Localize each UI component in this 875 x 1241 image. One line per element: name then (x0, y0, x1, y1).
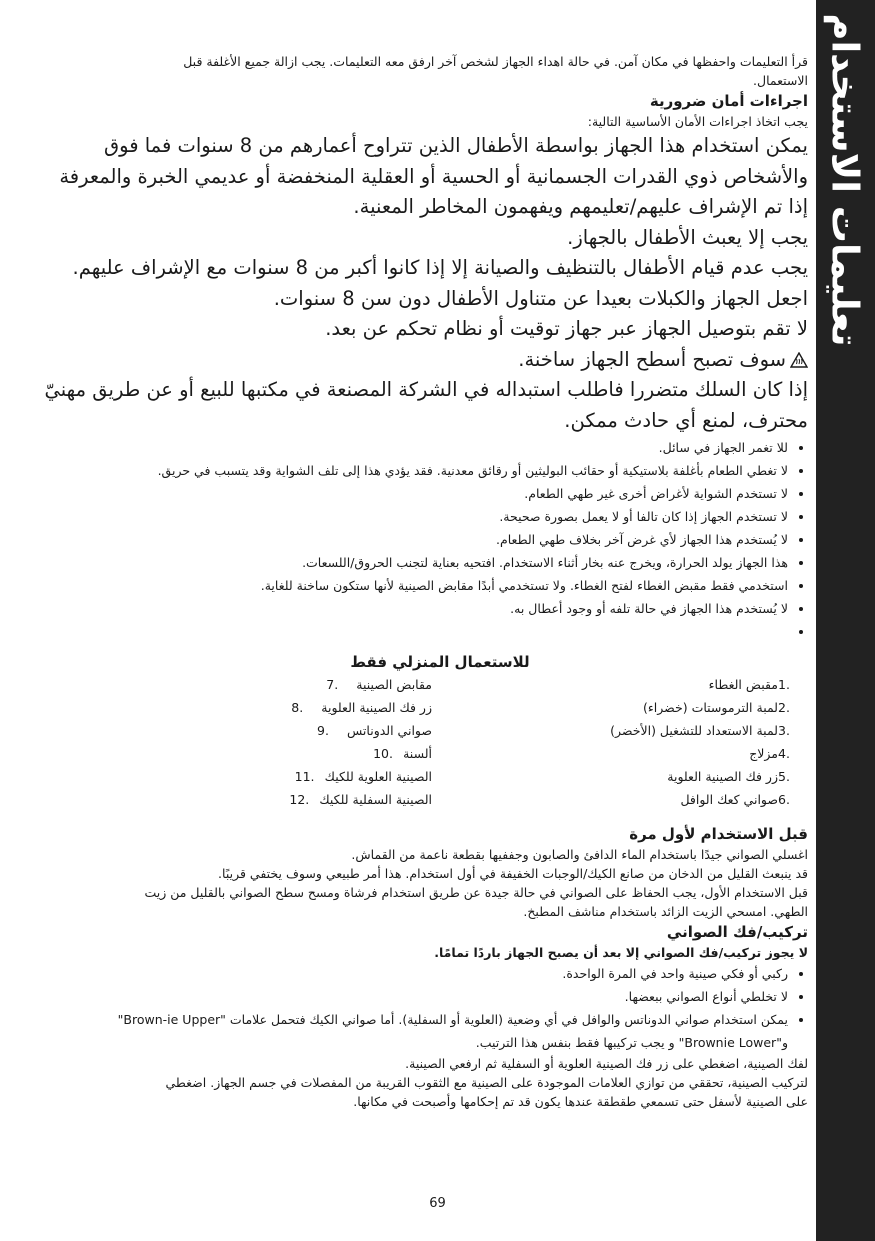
part-item (448, 673, 808, 696)
cable-line: إذا كان السلك متضررا فاطلب استبداله في الشركة المصنعة في مكتبها للبيع أو عن طريق مهنيّ (44, 378, 808, 401)
trays-line: على الصينية لأسفل حتى تسمعي طقطقة عندها يكون قد تم إحكامها وأصبحت في مكانها. (353, 1094, 808, 1109)
safety-line: يمكن استخدام هذا الجهاز بواسطة الأطفال الذين تتراوح أعمارهم من 8 سنوات فما فوق (104, 134, 808, 157)
part-label: مقبض الغطاء (708, 677, 778, 692)
section-gap (72, 811, 808, 823)
part-item (448, 765, 808, 788)
list-item: • لا تستخدم الشواية لأغراض أخرى غير طهي الطعام. (72, 482, 788, 505)
list-item: • لا يُستخدم هذا الجهاز في حالة تلفه أو وجود أعطال به. (72, 597, 788, 620)
part-label: الصينية العلوية للكيك (324, 769, 432, 784)
part-item (72, 696, 432, 719)
list-item: • لا تغطي الطعام بأغلفة بلاستيكية أو حقائب البوليثين أو رقائق معدنية. فقد يؤدي هذا إلى تلف الشواية وقد يتسبب في حريق. (72, 459, 788, 482)
hot-surface-text: سوف تصبح أسطح الجهاز ساخنة. (518, 347, 786, 371)
parts-column-right (448, 673, 808, 811)
list-item: • هذا الجهاز يولد الحرارة، ويخرج عنه بخار أثناء الاستخدام. افتحيه بعناية لتجنب الحروق/اللسعات. (72, 551, 788, 574)
list-item: • يمكن استخدام صواني الدوناتس والوافل في أي وضعية (العلوية أو السفلية). أما صواني الكيك فتحمل علامات "Brown-ie Upper" و"Brownie Lower" و يجب تركيبها فقط بنفس هذا الترتيب. (72, 1008, 788, 1054)
list-item: • لا تستخدم الجهاز إذا كان تالفا أو لا يعمل بصورة صحيحة. (72, 505, 788, 528)
safety-bullet-list (72, 436, 808, 643)
cable-line: محترف، لمنع أي حادث ممكن. (564, 408, 808, 432)
part-label: مزلاج (749, 746, 778, 761)
list-item: • لا يُستخدم هذا الجهاز لأي غرض آخر بخلاف طهي الطعام. (72, 528, 788, 551)
part-item (72, 742, 432, 765)
list-item: • ركبي أو فكي صينية واحد في المرة الواحدة. (72, 962, 788, 985)
side-tab (816, 0, 875, 1241)
page-content (44, 52, 808, 1111)
parts-column-left (72, 673, 432, 811)
part-item (72, 788, 432, 811)
part-number: 10. (373, 746, 393, 761)
part-number: 8. (291, 700, 304, 715)
first-use-line: قد ينبعث القليل من الدخان من صانع الكيك/الوجبات الخفيفة في أول استخدام. هذا أمر طبيعي وسوف يختفي قريبًا. (218, 866, 808, 881)
hot-surface-warning-icon (790, 352, 808, 368)
trays-line: لتركيب الصينية، تحققي من توازي العلامات الموجودة على الصينية مع الثقوب القريبة من المفصلات في جسم الجهاز. اضغطي (165, 1075, 808, 1090)
part-item (448, 719, 808, 742)
hot-surface-line (72, 345, 808, 376)
trays-warning: لا يجوز تركيب/فك الصواني إلا بعد أن يصبح الجهاز باردًا تمامًا. (434, 945, 808, 960)
part-label: مقابض الصينية (356, 677, 432, 692)
part-number: 7. (326, 677, 339, 692)
trays-title: تركيب/فك الصواني (666, 923, 808, 941)
side-tab-title: تعليمات الاستخدام (823, 13, 867, 347)
part-number: 9. (317, 723, 329, 738)
part-number: 3. (778, 723, 790, 738)
safety-line: يجب إلا يعبث الأطفال بالجهاز. (567, 225, 808, 249)
part-label: لمبة الترموستات (خضراء) (643, 700, 778, 715)
list-item: • للا تغمر الجهاز في سائل. (72, 436, 788, 459)
part-item (448, 788, 808, 811)
first-use-line: الطهي. امسحي الزيت الزائد باستخدام مناشف المطبخ. (523, 904, 808, 919)
part-label: ألسنة (403, 746, 432, 761)
part-number: 1. (778, 677, 790, 692)
part-item (448, 696, 808, 719)
part-label: صواني الدوناتس (347, 723, 432, 738)
part-number: 11. (294, 769, 315, 784)
first-use-title: قبل الاستخدام لأول مرة (629, 825, 808, 843)
part-label: زر فك الصينية العلوية (321, 700, 432, 715)
intro-line-1: قرأ التعليمات واحفظها في مكان آمن. في حالة اهداء الجهاز لشخص آخر ارفق معه التعليمات. يجب ازالة جميع الأغلفة قبل (183, 54, 808, 69)
part-number: 12. (289, 792, 310, 807)
part-number: 4. (778, 746, 790, 761)
part-number: 5. (778, 769, 790, 784)
part-label: الصينية السفلية للكيك (319, 792, 432, 807)
part-item (72, 719, 432, 742)
part-item (72, 673, 432, 696)
part-item (72, 765, 432, 788)
home-use-title: للاستعمال المنزلي فقط (350, 653, 530, 671)
intro-line-2: الاستعمال. (753, 73, 808, 88)
safety-line: إذا تم الإشراف عليهم/تعليمهم ويفهمون المخاطر المعنية. (353, 195, 808, 218)
part-number: 6. (778, 792, 790, 807)
first-use-line: اغسلي الصواني جيدًا باستخدام الماء الدافئ والصابون وجففيها بقطعة ناعمة من القماش. (351, 847, 808, 862)
list-item: • لا تخلطي أنواع الصواني ببعضها. (72, 985, 788, 1008)
first-use-line: قبل الاستخدام الأول، يجب الحفاظ على الصواني في حالة جيدة عن طريق استخدام فرشاة ومسح سطح الصواني بالقليل من زيت (144, 885, 808, 900)
safety-title: اجراءات أمان ضرورية (649, 92, 808, 110)
page-number: 69 (429, 1196, 446, 1211)
safety-line: والأشخاص ذوي القدرات الجسمانية أو الحسية أو العقلية المنخفضة أو عديمي الخبرة والمعرفة (59, 164, 808, 188)
safety-line: اجعل الجهاز والكبلات بعيدا عن متناول الأطفال دون سن 8 سنوات. (273, 286, 808, 310)
list-item-empty (72, 620, 788, 643)
list-item: • استخدمي فقط مقبض الغطاء لفتح الغطاء. ولا تستخدمي أبدًا مقابض الصينية لأنها ستكون ساخنة للغاية. (72, 574, 788, 597)
part-label: لمبة الاستعداد للتشغيل (الأخضر) (610, 723, 778, 738)
trays-line: لفك الصينية، اضغطي على زر فك الصينية العلوية أو السفلية ثم ارفعي الصينية. (405, 1056, 808, 1071)
part-item (448, 742, 808, 765)
safety-subtitle: يجب اتخاذ اجراءات الأمان الأساسية التالية: (587, 114, 808, 129)
part-number: 2. (778, 700, 790, 715)
safety-line: لا تقم بتوصيل الجهاز عبر جهاز توقيت أو نظام تحكم عن بعد. (325, 317, 808, 340)
part-label: صواني كعك الوافل (680, 792, 778, 807)
safety-line: يجب عدم قيام الأطفال بالتنظيف والصيانة إلا إذا كانوا أكبر من 8 سنوات مع الإشراف عليهم. (72, 256, 808, 279)
trays-bullet-list (72, 962, 808, 1054)
parts-list (72, 673, 808, 811)
part-label: زر فك الصينية العلوية (667, 769, 778, 784)
